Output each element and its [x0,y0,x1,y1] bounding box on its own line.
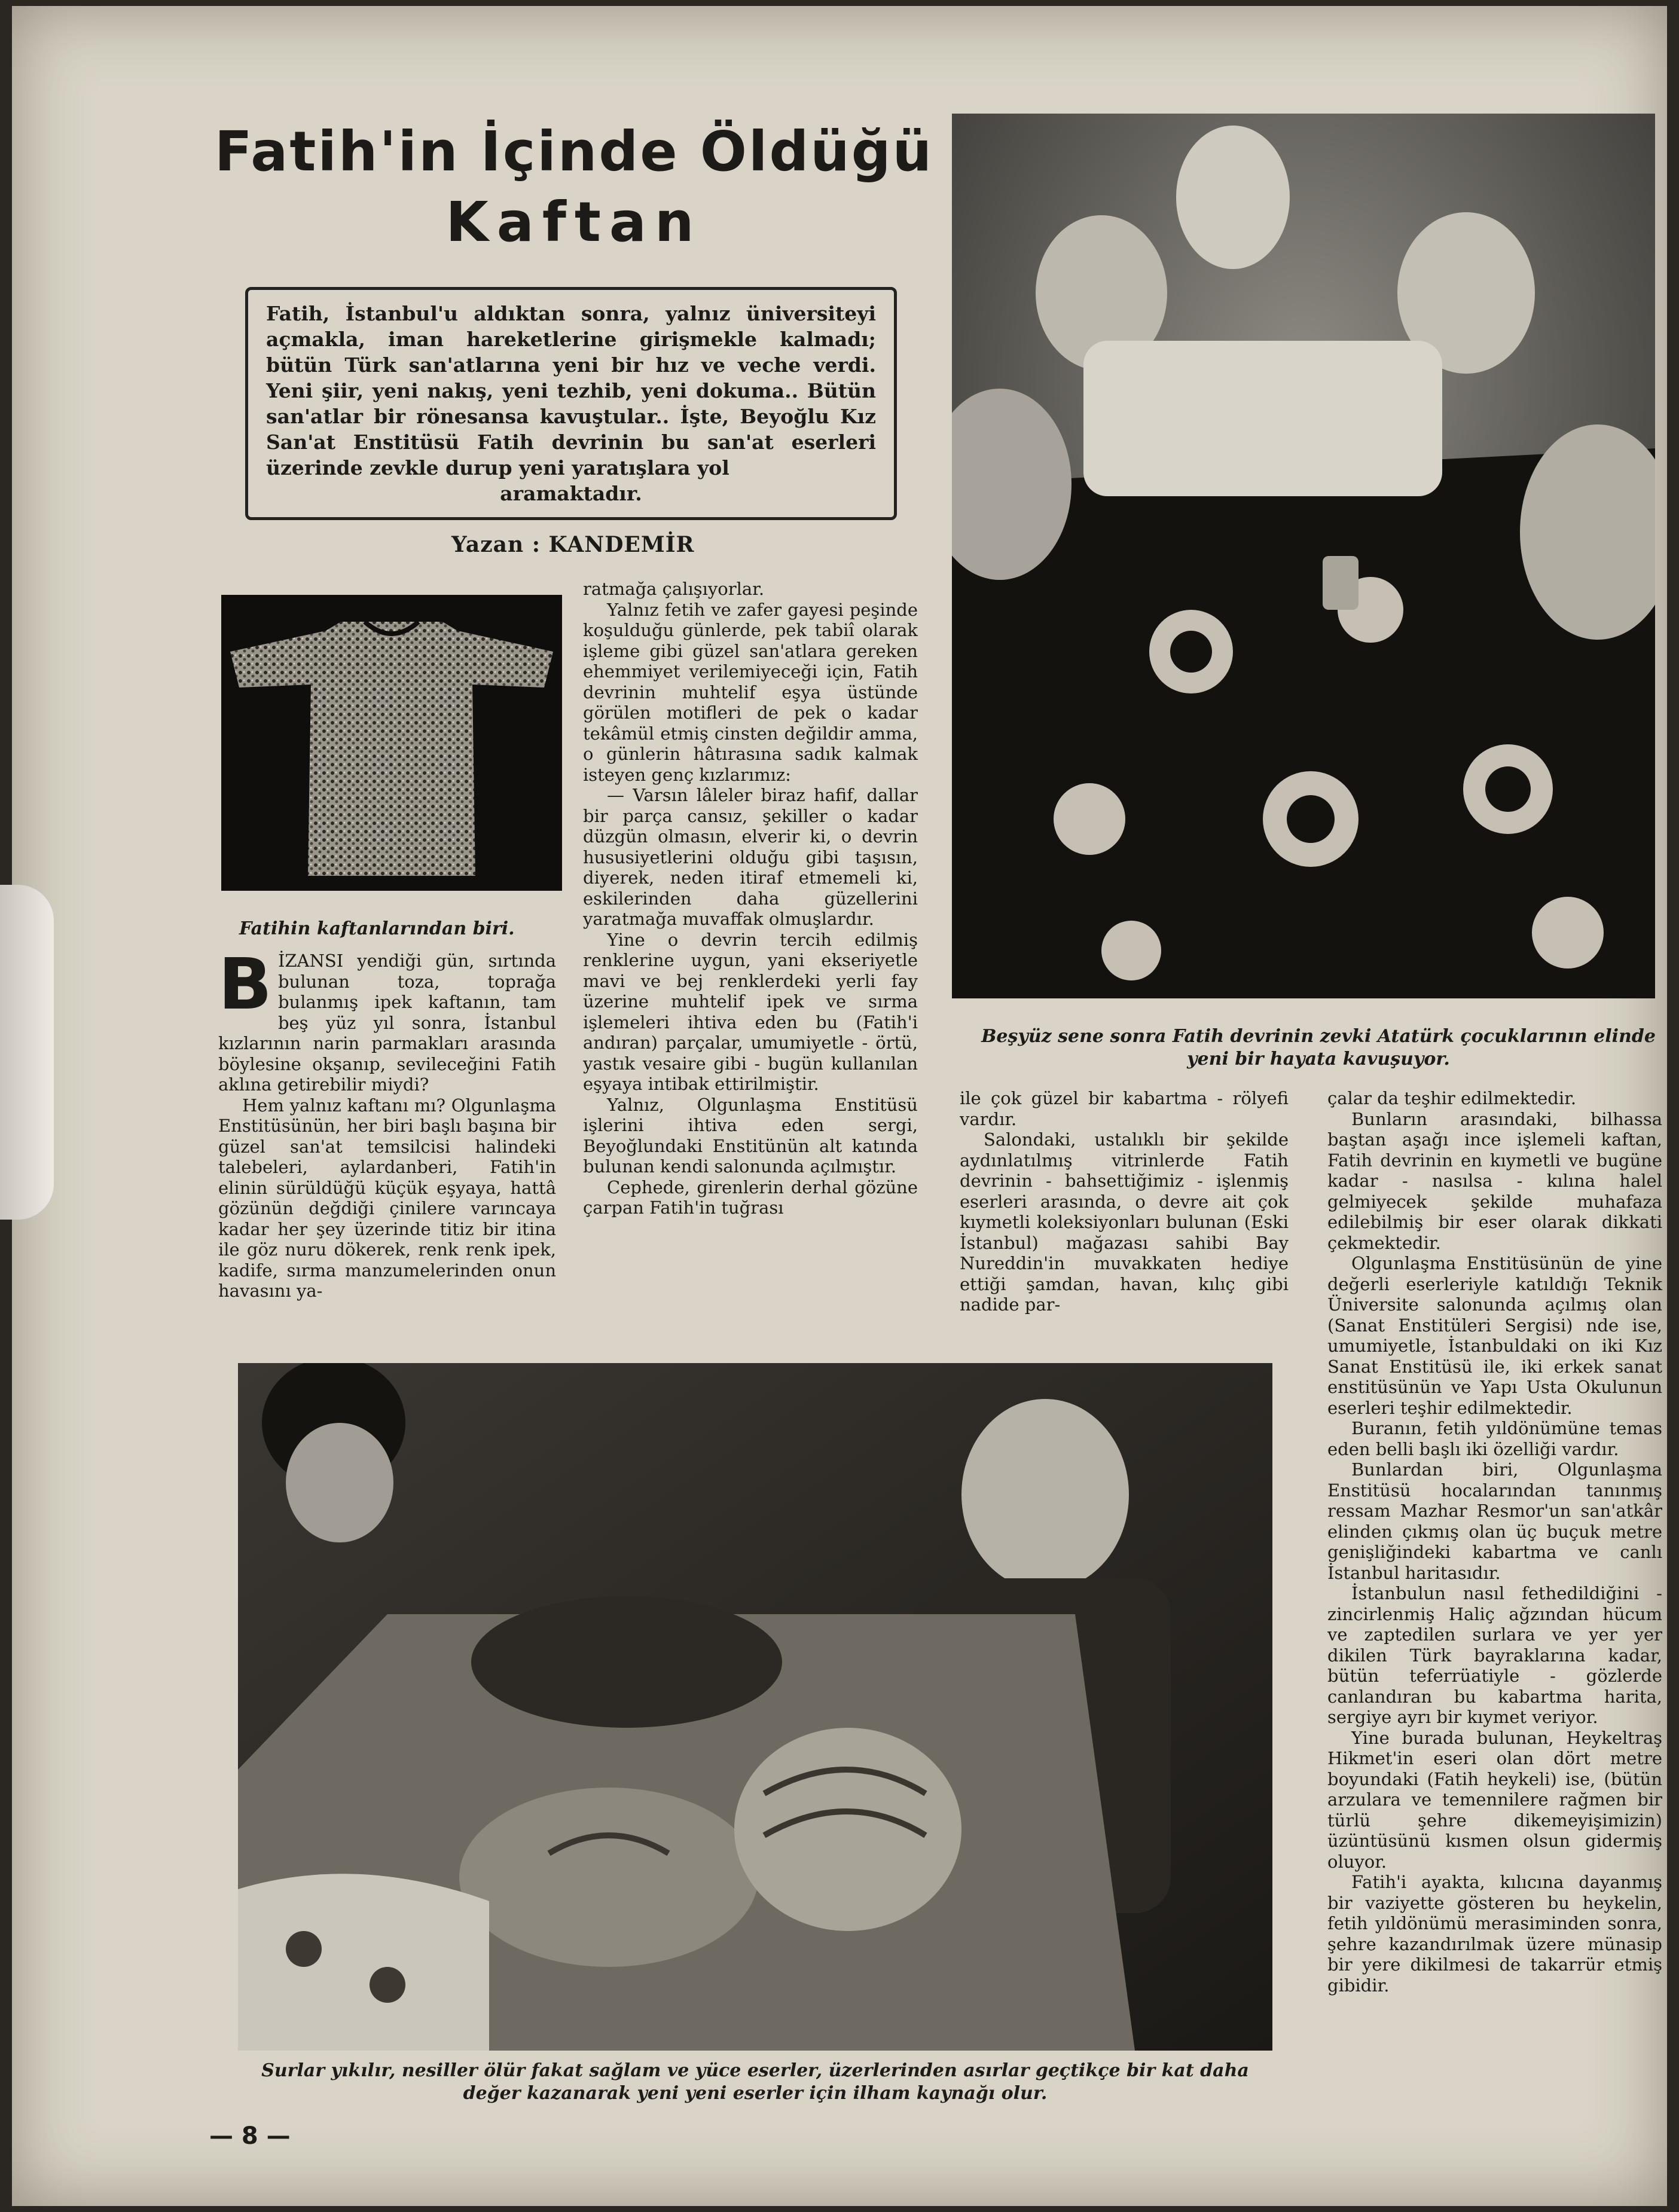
embroidery-class-photo [952,114,1655,998]
article-column-1 [218,943,556,1301]
exhibition-work-photo [238,1363,1272,2051]
paragraph: Cephede, girenlerin derhal gözüne çarpan Fatih'in tuğrası [583,1177,918,1218]
paragraph-text: İZANSI yendiği gün, sırtında bulunan toza, toprağa bulanmış ipek kaftanın, tam beş yüz yıl sonra, İstanbul kızlarının narin parmakları arasında böylesine okşanıp, sevileceğini Fatih aklına getirebilir miydi? [218,951,556,1095]
paragraph: Buranın, fetih yıldönümüne temas eden belli başlı iki özelliği vardır. [1327,1418,1662,1459]
paragraph: Salondaki, ustalıklı bir şekilde aydınlatılmış vitrinlerde Fatih devrinin - bahsettiğimiz - işlenmiş eserleri arasında, o devre ait çok kıymetli koleksiyonları bulunan (Eski İstanbul) mağazası sahibi Bay Nureddin'in muvakkaten hediye ettiği şamdan, havan, kılıç gibi nadide par- [960,1129,1289,1315]
paragraph [218,943,556,1095]
paragraph: Yine burada bulunan, Heykeltraş Hikmet'in eseri olan dört metre boyundaki (Fatih heykeli) ise, (bütün arzulara ve temennilere rağmen bir türlü şehre dikemeyişimizin) üzüntüsünü kısmen olsun gidermiş oluyor. [1327,1727,1662,1872]
paragraph: — Varsın lâleler biraz hafif, dallar bir parça cansız, şekiller o kadar düzgün olmasın, elverir ki, o devrin hususiyetlerini olduğu gibi taşısın, diyerek, neden itiraf etmemeli ki, eskilerinden daha güzellerini yaratmağa muvaffak olmuşlardır. [583,785,918,929]
paragraph: Yine o devrin tercih edilmiş renklerine uygun, yani ekseriyetle mavi ve bej renklerdeki yerli fay üzerine muhtelif ipek ve sırma işlemeleri ihtiva eden bu (Fatih'i andıran) parçalar, umumiyetle - örtü, yastık vesaire gibi - bugün kullanılan eşyaya intibak ettirilmiştir. [583,929,918,1094]
article-headline [185,117,963,258]
paragraph: İstanbulun nasıl fethedildiğini - zincirlenmiş Haliç ağzından hücum ve zaptedilen surlara ve yer yer dikilen Türk bayraklarına kadar, bütün teferrüatiyle - gözlerde canlandıran bu kabartma harita, sergiye ayrı bir kıymet veriyor. [1327,1583,1662,1727]
paragraph: ile çok güzel bir kabartma - rölyefi vardır. [960,1088,1289,1129]
thumb-on-page-edge [0,885,54,1220]
paragraph: çalar da teşhir edilmektedir. [1327,1088,1577,1108]
top-photo-caption: Beşyüz sene sonra Fatih devrinin zevki Atatürk çocuklarının elinde yeni bir hayata kavuşuyor. [981,1026,1656,1070]
page-number: — 8 — [209,2122,291,2150]
paragraph: Bunlardan biri, Olgunlaşma Enstitüsü hocalarından tanınmış ressam Mazhar Resmor'un san'atkâr elinden çıkmış olan üç buçuk metre genişliğindeki kabartma ve canlı İstanbul haritasıdır. [1327,1459,1662,1583]
kaftan-caption: Fatihin kaftanlarından biri. [239,918,515,939]
paragraph: Olgunlaşma Enstitüsünün de yine değerli eserleriyle katıldığı Teknik Üniversite salonunda açılmış olan (Sanat Enstitüleri Sergisi) nde ise, umumiyetle, İstanbuldaki on iki Kız Sanat Enstitüsü ile, iki erkek sanat enstitüsünün ve Yapı Usta Okulunun eserleri teşhir edilmektedir. [1327,1253,1662,1418]
headline-line-2: Kaftan [445,190,703,254]
article-column-4 [1327,1088,1662,1996]
intro-box [245,287,897,520]
paragraph: ratmağa çalışıyorlar. [583,579,765,599]
paragraph: Yalnız fetih ve zafer gayesi peşinde koşulduğu günlerde, pek tabiî olarak işleme gibi güzel san'atlara gereken ehemmiyet verilemiyeceği için, Fatih devrinin muhtelif eşya üstünde görülen motifleri de pek o kadar tekâmül etmiş cinsten değildir amma, o günlerin hâtırasına sadık kalmak isteyen genç kızlarımız: [583,599,918,785]
headline-line-1: Fatih'in İçinde Öldüğü [214,120,934,184]
bottom-photo-caption: Surlar yıkılır, nesiller ölür fakat sağlam ve yüce eserler, üzerlerinden asırlar geçtikçe bir kat daha değer kazanarak yeni yeni eserler için ilham kaynağı olur. [261,2060,1249,2104]
drop-cap: B [218,943,272,1025]
article-column-2 [583,579,918,1218]
paragraph: Bunların arasındaki, bilhassa baştan aşağı ince işlemeli kaftan, Fatih devrinin en kıymetli ve bugüne kadar - nasılsa - kılına halel gelmiyecek şekilde muhafaza edilebilmiş bir eser olarak dikkati çekmektedir. [1327,1108,1662,1253]
intro-text-last-line: aramaktadır. [500,482,642,505]
byline: Yazan : KANDEMİR [451,532,695,557]
magazine-page [12,6,1667,2206]
intro-text: Fatih, İstanbul'u aldıktan sonra, yalnız üniversiteyi açmakla, iman hareketlerine girişmekle kalmadı; bütün Türk san'atlarına yeni bir hız ve veche verdi. Yeni şiir, yeni nakış, yeni tezhib, yeni dokuma.. Bütün san'atlar bir rönesansa kavuştular.. İşte, Beyoğlu Kız San'at Enstitüsü Fatih devrinin bu san'at eserleri üzerinde zevkle durup yeni yaratışlara yol [266,302,876,479]
article-column-3 [960,1088,1289,1315]
paragraph: Fatih'i ayakta, kılıcına dayanmış bir vaziyette gösteren bu heykelin, fetih yıldönümü merasiminden sonra, şehre kazandırılmak üzere münasip bir yere dikilmesi de takarrür etmiş gibidir. [1327,1872,1662,1996]
paragraph: Hem yalnız kaftanı mı? Olgunlaşma Enstitüsünün, her biri başlı başına bir güzel san'at temsilcisi halindeki talebeleri, aylardanberi, Fatih'in elinin sürüldüğü küçük eşyaya, hattâ gözünün değdiği çinilere varıncaya kadar her şey üzerinde titiz bir itina ile göz nuru dökerek, renk renk ipek, kadife, sırma manzumelerinden onun havasını ya- [218,1095,556,1301]
kaftan-photo [221,595,562,891]
paragraph: Yalnız, Olgunlaşma Enstitüsü işlerini ihtiva eden sergi, Beyoğlundaki Enstitünün alt katında bulunan kendi salonunda açılmıştır. [583,1094,918,1177]
